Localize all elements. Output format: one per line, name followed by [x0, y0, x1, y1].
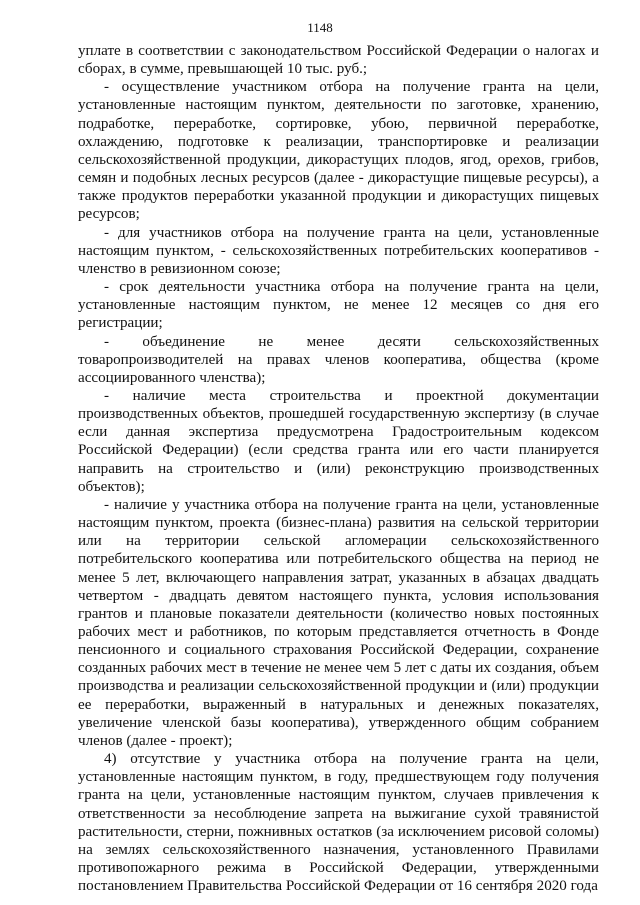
paragraph: - срок деятельности участника отбора на получение гранта на цели, установленные настоящим пунктом, не менее 12 месяцев со дня его регистрации; [78, 279, 599, 332]
paragraph: - наличие у участника отбора на получение гранта на цели, установленные настоящим пунктом, проекта (бизнес-плана) развития на сельской территории или на территории сельской агломерации сельскохозяйственного потребительского кооператива или потребительского общества на период не менее 5 лет, включающего направления затрат, указанных в абзацах двадцать четвертом - двадцать девятом настоящего пункта, условия использования грантов и плановые показатели деятельности (количество новых постоянных рабочих мест и работников, по которым представляется отчетность в Фонде пенсионного и социального страхования Российской Федерации, сохранение созданных рабочих мест в течение не менее чем 5 лет с даты их создания, объем производства и реализации сельскохозяйственной продукции и (или) продукции ее переработки, выраженный в натуральных и денежных показателях, увеличение членской базы кооператива), утвержденного общим собранием членов (далее - проект); [78, 496, 599, 749]
paragraph: - объединение не менее десяти сельскохозяйственных товаропроизводителей на правах членов кооператива, общества (кроме ассоциированного членства); [78, 333, 599, 386]
page-number: 1148 [307, 20, 333, 35]
paragraph: уплате в соответствии с законодательством Российской Федерации о налогах и сборах, в сумме, превышающей 10 тыс. руб.; [78, 43, 599, 78]
paragraph: 4) отсутствие у участника отбора на получение гранта на цели, установленные настоящим пунктом, в году, предшествующем году получения гранта на цели, установленные настоящим пунктом, случаев привлечения к ответственности за несоблюдение запрета на выжигание сухой травянистой растительности, стерни, пожнивных остатков (за исключением рисовой соломы) на землях сельскохозяйственного назначения, установленного Правилами противопожарного режима в Российской Федерации, утвержденными постановлением Правительства Российской Федерации от 16 сентября 2020 года [78, 751, 599, 895]
paragraph: - для участников отбора на получение гранта на цели, установленные настоящим пунктом, - сельскохозяйственных потребительских кооперативов - членство в ревизионном союзе; [78, 224, 599, 277]
paragraph: - наличие места строительства и проектной документации производственных объектов, прошедшей государственную экспертизу (в случае если данная экспертиза предусмотрена Градостроительным кодексом Российской Федерации) (если средства гранта или его части планируется направить на строительство и (или) реконструкцию производственных объектов); [78, 387, 599, 495]
document-body [78, 42, 599, 895]
paragraph: - осуществление участником отбора на получение гранта на цели, установленные настоящим пунктом, деятельности по заготовке, хранению, подработке, переработке, сортировке, убою, первичной переработке, охлаждению, подготовке к реализации, транспортировке и реализации сельскохозяйственной продукции, дикорастущих плодов, ягод, орехов, грибов, семян и подобных лесных ресурсов (далее - дикорастущие пищевые ресурсы), а также продуктов переработки указанной продукции и дикорастущих пищевых ресурсов; [78, 79, 599, 223]
